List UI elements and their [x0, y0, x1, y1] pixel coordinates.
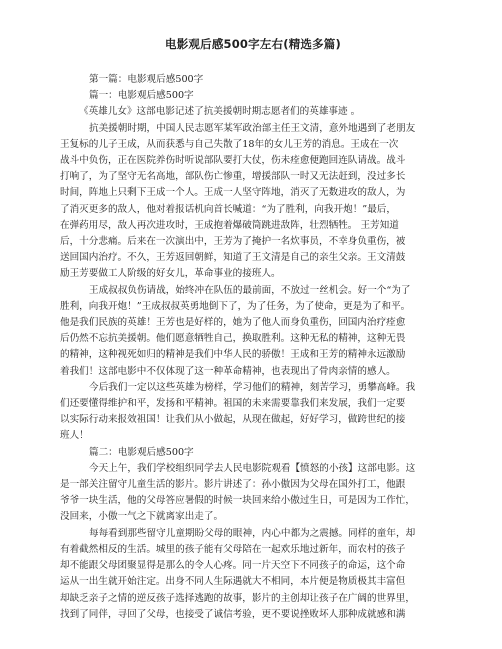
text-line: 励王芳要做工人阶级的好女儿，革命事业的接班人。 — [60, 268, 281, 280]
text-line: 时间，阵地上只剩下王成一个人。王成一人坚守阵地，消灭了无数进攻的敌人，为 — [60, 187, 406, 199]
text-line: 今天上午，我们学校组织同学去人民电影院观看【愤怒的小孩】这部电影。这 — [89, 462, 416, 474]
text-line: 今后我们一定以这些英雄为榜样，学习他们的精神，刻苦学习，勇攀高峰。我 — [89, 381, 416, 393]
text-line: 篇二：电影观后感500字 — [89, 446, 194, 458]
text-line: 在弹药用尽，敌人再次进攻时，王成抱着爆破筒跳进敌阵，壮烈牺牲。 王芳知道 — [60, 219, 399, 231]
text-line: 篇一：电影观后感500字 — [89, 90, 194, 102]
text-line: 却缺乏亲子之情的逆反孩子选择逃跑的故事，影片的主创却让孩子在广阔的世界里， — [60, 592, 415, 604]
text-line: 的精神，这种视死如归的精神是我们中华人民的骄傲！王成和王芳的精神永远激励 — [60, 349, 406, 361]
text-line: 后，十分悲痛。后来在一次演出中，王芳为了掩护一名炊事员，不幸身负重伤，被 — [60, 236, 406, 248]
text-line: 爷爷一块生活，他的父母答应暑假的时候一块回来给小傲过生日，可是因为工作忙， — [60, 495, 415, 507]
text-line: 第一篇：电影观后感500字 — [89, 74, 204, 85]
text-line: 他是我们民族的英雄！王芳也是好样的，她为了他人而身负重伤，回国内治疗痊愈 — [60, 317, 406, 329]
text-line: 了消灭更多的敌人，他对着报话机向首长喊道：“为了胜利，向我开炮！”最后， — [60, 203, 396, 215]
document-body — [60, 72, 446, 623]
text-line: 王成叔叔负伤请战，始终冲在队伍的最前面，不放过一丝机会。好一个“为了 — [89, 284, 411, 296]
document-title: 电影观后感500字左右(精选多篇) — [165, 37, 341, 51]
text-line: 着我们！这部电影中不仅体现了这一种革命精神，也表现出了骨肉亲情的感人。 — [60, 365, 396, 377]
text-line: 后仍然不忘抗美援朝。他们愿意牺牲自己，换取胜利。这种无私的精神，这种无畏 — [60, 333, 406, 345]
text-line: 每每看到那些留守儿童期盼父母的眼神，内心中都为之震撼。同样的童年，却 — [89, 527, 416, 539]
text-line: 没回来，小傲一气之下就离家出走了。 — [60, 511, 224, 523]
text-line: 班人！ — [60, 430, 89, 442]
text-line: 胜利，向我开炮！”王成叔叔英勇地倒下了，为了任务，为了使命，更是为了和平。 — [60, 300, 411, 312]
text-line: 战斗中负伤，正在医院养伤时听说部队要打大仗，伤未痊愈便跑回连队请战。战斗 — [60, 155, 406, 167]
text-line: 有着截然相反的生活。城里的孩子能有父母陪在一起欢乐地过新年，而农村的孩子 — [60, 543, 406, 555]
text-line: 抗美援朝时期，中国人民志愿军某军政治部主任王文清，意外地遇到了老朋友 — [89, 122, 416, 134]
text-line: 却不能跟父母团聚显得是那么的令人心疼。同一片天空下不同孩子的命运，这个命 — [60, 560, 406, 572]
text-line: 以实际行动来报效祖国！让我们从小做起，从现在做起，好好学习，做跨世纪的接 — [60, 414, 406, 426]
text-line: 王复标的儿子王成，从而获悉与自己失散了18年的女儿王芳的消息。王成在一次 — [60, 138, 399, 150]
text-line: 们还要懂得维护和平，发扬和平精神。祖国的未来需要靠我们来发展，我们一定要 — [60, 398, 406, 410]
text-line: 是一部关注留守儿童生活的影片。影片讲述了：孙小傲因为父母在国外打工，他跟 — [60, 479, 406, 491]
text-line: 《英雄儿女》这部电影记述了抗美援朝时期志愿者们的英雄事迹 。 — [79, 106, 361, 118]
text-line: 运从一出生就开始注定。出身不同人生际遇就大不相同，本片便是物质极其丰富但 — [60, 576, 406, 588]
text-line: 送回国内治疗。不久，王芳返回朝鲜，知道了王文清是自己的亲生父亲。王文清鼓 — [60, 252, 406, 264]
text-line: 找到了同伴，寻回了父母，也接受了诚信考验，更不要说挫败坏人那种成就感和满 — [60, 608, 406, 620]
text-line: 打响了，为了坚守无名高地，部队伤亡惨重，增援部队一时又无法赶到，没过多长 — [60, 171, 406, 183]
